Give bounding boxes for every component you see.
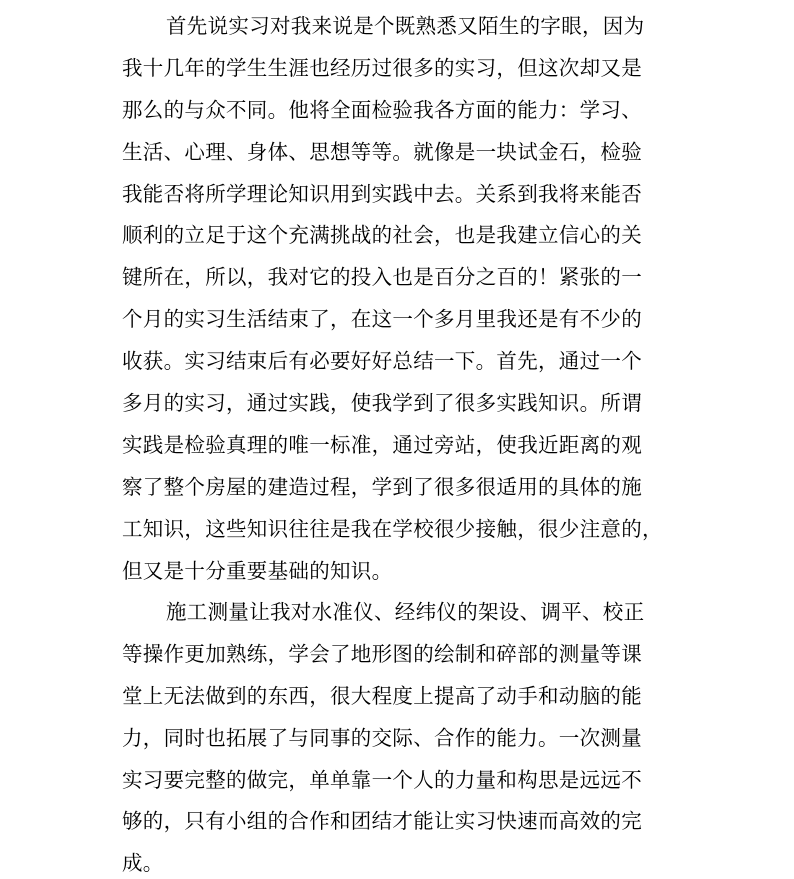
text-line: 但又是十分重要基础的知识。 [122, 558, 393, 583]
text-line: 那么的与众不同。他将全面检验我各方面的能力：学习、 [122, 97, 642, 122]
text-line: 察了整个房屋的建造过程，学到了很多很适用的具体的施 [122, 474, 642, 499]
text-line: 我能否将所学理论知识用到实践中去。关系到我将来能否 [122, 181, 642, 206]
paragraph-2 [122, 592, 692, 879]
text-line: 成。 [122, 851, 164, 876]
text-line: 够的，只有小组的合作和团结才能让实习快速而高效的完 [122, 809, 642, 834]
text-line: 收获。实习结束后有必要好好总结一下。首先，通过一个 [122, 349, 642, 374]
text-line: 力，同时也拓展了与同事的交际、合作的能力。一次测量 [122, 725, 642, 750]
text-line: 等操作更加熟练，学会了地形图的绘制和碎部的测量等课 [122, 641, 642, 666]
text-line: 实习要完整的做完，单单靠一个人的力量和构思是远远不 [122, 767, 642, 792]
text-line: 键所在，所以，我对它的投入也是百分之百的！紧张的一 [122, 265, 642, 290]
text-line: 生活、心理、身体、思想等等。就像是一块试金石，检验 [122, 139, 642, 164]
paragraph-1 [122, 6, 692, 592]
text-line: 我十几年的学生生涯也经历过很多的实习，但这次却又是 [122, 55, 642, 80]
text-line: 工知识，这些知识往往是我在学校很少接触，很少注意的， [122, 516, 663, 541]
text-line: 堂上无法做到的东西，很大程度上提高了动手和动脑的能 [122, 683, 642, 708]
text-line: 首先说实习对我来说是个既熟悉又陌生的字眼，因为 [166, 14, 645, 38]
text-line: 个月的实习生活结束了，在这一个多月里我还是有不少的 [122, 307, 642, 332]
text-line: 施工测量让我对水准仪、经纬仪的架设、调平、校正 [166, 600, 645, 624]
text-line: 多月的实习，通过实践，使我学到了很多实践知识。所谓 [122, 391, 642, 416]
text-line: 顺利的立足于这个充满挑战的社会，也是我建立信心的关 [122, 223, 642, 248]
text-line: 实践是检验真理的唯一标准，通过旁站，使我近距离的观 [122, 432, 642, 457]
